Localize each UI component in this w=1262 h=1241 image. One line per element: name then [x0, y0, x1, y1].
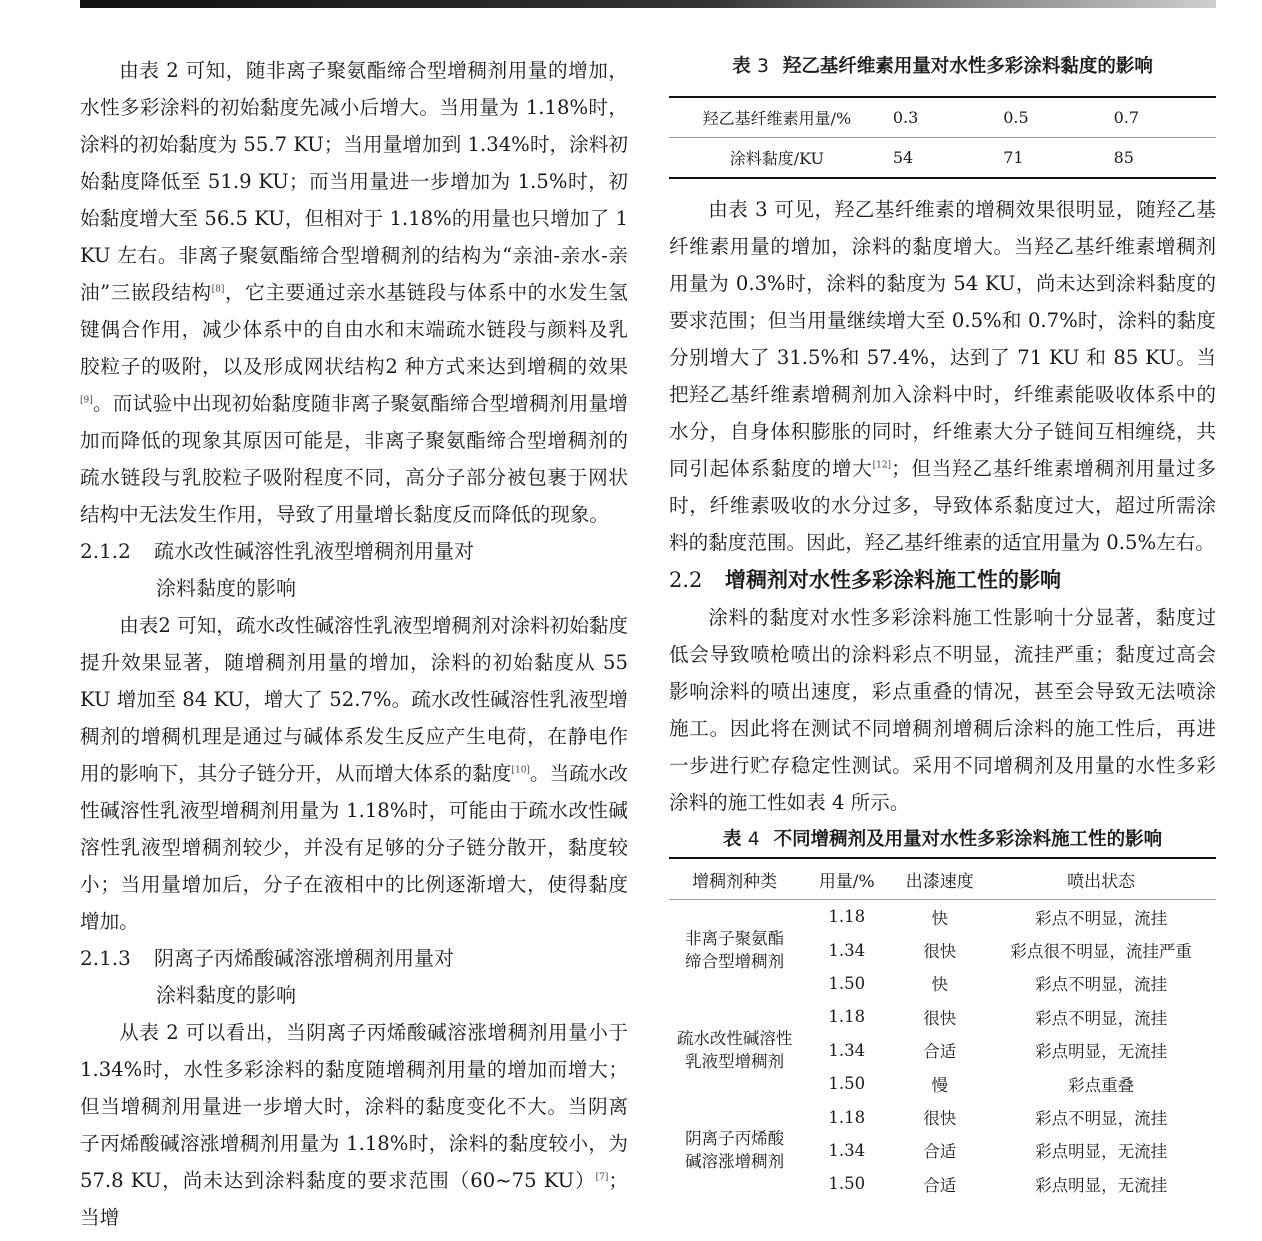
table-4-row: [669, 1000, 1216, 1033]
citation: [7]: [595, 1172, 609, 1183]
section-title-continued: 涂料黏度的影响: [156, 983, 296, 1007]
table-4-row: [669, 1100, 1216, 1133]
thickener-type-line: 非离子聚氨酯: [685, 929, 785, 949]
table-4-state-cell: 彩点不明显，流挂: [1035, 908, 1168, 928]
table-4-state-cell: 彩点不明显，流挂: [1035, 1008, 1168, 1028]
paragraph-text: ；当增: [80, 1169, 628, 1229]
paragraph-text: ；但当羟乙基纤维素增稠剂用量过多时，纤维素吸收的水分过多，导致体系黏度过大，超过所需涂料的黏度范围。因此，羟乙基纤维素的适宜用量为 0.5%左右。: [669, 457, 1217, 554]
table-title: 不同增稠剂及用量对水性多彩涂料施工性的影响: [773, 829, 1163, 850]
table-4-speed-cell: 快: [931, 975, 948, 995]
table-4-state-cell: 彩点不明显，流挂: [1035, 1109, 1168, 1129]
table-4-state-cell: 彩点不明显，流挂: [1035, 975, 1168, 995]
table-4-speed-cell: 合适: [923, 1142, 957, 1162]
paragraph-text: 。而试验中出现初始黏度随非离子聚氨酯缔合型增稠剂用量增加而降低的现象其原因可能是，非离子聚氨酯缔合型增稠剂的疏水链段与乳胶粒子吸附程度不同，高分子部分被包裹于网状结构中无法发生作用，导致了用量增长黏度反而降低的现象。: [80, 392, 628, 526]
paragraph-text: ，它主要通过亲水基链段与体系中的水发生氢键偶合作用，减少体系中的自由水和末端疏水链段与颜料及乳胶粒子的吸附，以及形成网状结构2 种方式来达到增稠的效果: [80, 281, 628, 378]
table-4-row: [669, 900, 1216, 934]
table-4-speed-cell: 合适: [923, 1175, 957, 1195]
table-3: [669, 96, 1216, 179]
table-3-row-label: 羟乙基纤维素用量/%: [669, 97, 885, 138]
thickener-type-cell: [669, 1100, 800, 1200]
paragraph-text: 。当疏水改性碱溶性乳液型增稠剂用量为 1.18%时，可能由于疏水改性碱溶性乳液型增稠剂较少，并没有足够的分子链分散开，黏度较小；当用量增加后，分子在液相中的比例逐渐增大，使得黏度增加。: [80, 762, 629, 933]
section-title: 阴离子丙烯酸碱溶涨增稠剂用量对: [154, 946, 454, 970]
table-4-state-cell: 彩点很不明显，流挂严重: [1010, 942, 1192, 962]
thickener-type-cell: [669, 1000, 800, 1100]
paragraph-text: 由表2 可知，疏水改性碱溶性乳液型增稠剂对涂料初始黏度提升效果显著，随增稠剂用量的增加，涂料的初始黏度从 55 KU 增加至 84 KU，增大了 52.7%。疏水改性碱溶性乳液型增稠剂的增稠机理是通过与碱体系发生反应产生电荷，在静电作用的影响下，其分子链分开，从而增大体系的黏度: [80, 614, 628, 785]
paragraph-hase: [80, 607, 628, 940]
thickener-type-line: 乳液型增稠剂: [685, 1052, 785, 1072]
section-title-continued: 涂料黏度的影响: [156, 576, 296, 600]
table-4-dose-cell: 1.34: [828, 1140, 866, 1160]
table-4-caption: [669, 825, 1216, 851]
paragraph-nonionic-pu: [80, 52, 628, 533]
table-label: 表: [732, 56, 751, 77]
citation: [8]: [211, 284, 225, 295]
table-3-row-label: 涂料黏度/KU: [729, 149, 825, 168]
table-4-state-cell: 彩点重叠: [1068, 1075, 1135, 1095]
table-4-header: 出漆速度: [893, 858, 986, 900]
table-4-speed-cell: 很快: [923, 1109, 957, 1129]
table-4-dose-cell: 1.34: [828, 1040, 866, 1060]
left-column: [80, 52, 628, 1236]
table-4-state-cell: 彩点明显，无流挂: [1035, 1175, 1168, 1195]
table-label: 表: [722, 829, 742, 850]
section-number: 2.1.2: [80, 539, 131, 563]
thickener-type-line: 疏水改性碱溶性: [676, 1029, 793, 1049]
table-4-speed-cell: 合适: [923, 1042, 957, 1062]
table-4-dose-cell: 1.50: [828, 1174, 866, 1194]
table-4-dose-cell: 1.18: [828, 1107, 866, 1127]
table-3-row: [669, 138, 1216, 179]
section-title: 增稠剂对水性多彩涂料施工性的影响: [725, 567, 1061, 592]
table-4: [669, 857, 1216, 1201]
table-4-dose-cell: 1.50: [828, 973, 866, 993]
table-4-speed-cell: 很快: [923, 942, 957, 962]
table-4-state-cell: 彩点明显，无流挂: [1035, 1142, 1168, 1162]
table-3-cell: 85: [1113, 148, 1134, 167]
paragraph-text: 由表 3 可见，羟乙基纤维素的增稠效果很明显，随羟乙基纤维素用量的增加，涂料的黏度增大。当羟乙基纤维素增稠剂用量为 0.3%时，涂料的黏度为 54 KU，尚未达到涂料黏度的要求范围；但当用量继续增大至 0.5%和 0.7%时，涂料的黏度分别增大了 31.5%和 57.4%，达到了 71 KU 和 85 KU。当把羟乙基纤维素增稠剂加入涂料中时，纤维素能吸收体系中的水分，自身体积膨胀的同时，纤维素大分子链间互相缠绕，共同引起体系黏度的增大: [669, 198, 1216, 480]
table-number: 3: [757, 56, 769, 77]
paragraph-text: 由表 2 可知，随非离子聚氨酯缔合型增稠剂用量的增加，水性多彩涂料的初始黏度先减小后增大。当用量为 1.18%时，涂料的初始黏度为 55.7 KU；当用量增加到 1.34%时，涂料初始黏度降低至 51.9 KU；而当用量进一步增加为 1.5%时，初始黏度增大至 56.5 KU，但相对于 1.18%的用量也只增加了 1 KU 左右。非离子聚氨酯缔合型增稠剂的结构为“亲油-亲水-亲油”三嵌段结构: [80, 59, 628, 304]
paragraph-hec: [669, 191, 1216, 561]
section-number: 2.1.3: [80, 946, 131, 970]
table-4-dose-cell: 1.18: [828, 1007, 866, 1027]
table-4-header: 用量/%: [800, 858, 893, 900]
table-4-dose-cell: 1.50: [828, 1074, 866, 1094]
thickener-type-cell: [669, 900, 800, 1001]
table-4-speed-cell: 快: [931, 908, 948, 928]
table-3-cell: 0.3: [885, 97, 995, 138]
right-column: [669, 52, 1216, 1201]
table-number: 4: [747, 829, 760, 850]
table-4-header: 增稠剂种类: [669, 858, 800, 900]
section-heading-2-1-2: [80, 533, 628, 607]
section-heading-2-2: [669, 561, 1216, 599]
table-3-cell: 0.7: [1106, 97, 1216, 138]
citation: [10]: [511, 765, 530, 776]
table-4-dose-cell: 1.34: [828, 940, 866, 960]
thickener-type-line: 碱溶涨增稠剂: [685, 1152, 785, 1172]
table-3-caption: [669, 52, 1216, 78]
table-4-dose-cell: 1.18: [828, 907, 866, 927]
paragraph-ase: [80, 1014, 628, 1236]
table-4-speed-cell: 慢: [931, 1075, 948, 1095]
section-title: 疏水改性碱溶性乳液型增稠剂用量对: [154, 539, 474, 563]
paragraph-text: 从表 2 可以看出，当阴离子丙烯酸碱溶涨增稠剂用量小于 1.34%时，水性多彩涂料的黏度随增稠剂用量的增加而增大；但当增稠剂用量进一步增大时，涂料的黏度变化不大。当阴离子丙烯酸碱溶涨增稠剂用量为 1.18%时，涂料的黏度较小，为 57.8 KU，尚未达到涂料黏度的要求范围（60~75 KU）: [80, 1021, 628, 1192]
paragraph-construction: 涂料的黏度对水性多彩涂料施工性影响十分显著，黏度过低会导致喷枪喷出的涂料彩点不明显，流挂严重；黏度过高会影响涂料的喷出速度，彩点重叠的情况，甚至会导致无法喷涂施工。因此将在测试不同增稠剂增稠后涂料的施工性后，再进一步进行贮存稳定性测试。采用不同增稠剂及用量的水性多彩涂料的施工性如表 4 所示。: [669, 606, 1216, 814]
page-top-rule: [80, 0, 1216, 8]
thickener-type-line: 阴离子丙烯酸: [685, 1129, 785, 1149]
thickener-type-line: 缔合型增稠剂: [685, 952, 785, 972]
section-heading-2-1-3: [80, 940, 628, 1014]
table-3-cell: 0.5: [995, 97, 1105, 138]
table-4-header: 喷出状态: [986, 858, 1216, 900]
table-3-row: [669, 97, 1216, 138]
table-3-cell: 54: [892, 148, 914, 167]
table-4-speed-cell: 很快: [923, 1008, 957, 1028]
table-4-state-cell: 彩点明显，无流挂: [1035, 1042, 1168, 1062]
citation: [12]: [872, 460, 892, 471]
table-3-cell: 71: [1003, 148, 1024, 167]
table-title: 羟乙基纤维素用量对水性多彩涂料黏度的影响: [782, 56, 1153, 77]
citation: [9]: [80, 395, 93, 406]
section-number: 2.2: [669, 568, 703, 592]
